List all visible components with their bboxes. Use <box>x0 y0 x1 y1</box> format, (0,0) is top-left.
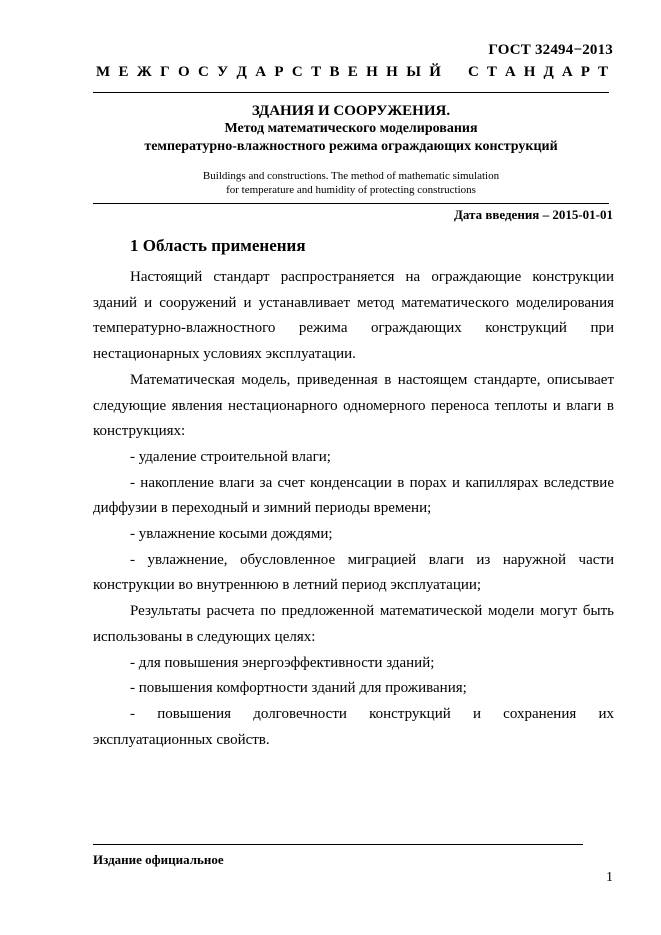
list-item: - накопление влаги за счет конденсации в порах и капиллярах вследствие диффузии в переходный и зимний периоды времени; <box>93 474 614 517</box>
standard-type-word-standard <box>468 64 608 81</box>
standard-type-heading <box>96 64 608 81</box>
letter: Н <box>523 64 536 80</box>
letter: Р <box>580 64 590 80</box>
letter: У <box>217 64 229 80</box>
page-number: 1 <box>606 870 613 885</box>
letter: А <box>255 64 267 80</box>
footer-divider <box>93 844 583 845</box>
letter: Н <box>366 64 378 80</box>
document-title-block <box>93 102 609 197</box>
edition-label: Издание официальное <box>93 852 224 867</box>
title-main: ЗДАНИЯ И СООРУЖЕНИЯ. <box>251 103 451 119</box>
title-english <box>93 169 609 197</box>
section-heading: 1 Область применения <box>130 236 306 255</box>
title-subtitle-line-1: Метод математического моделирования <box>224 121 478 136</box>
letter: Д <box>236 64 247 80</box>
list-item: - повышения долговечности конструкций и сохранения их эксплуатационных свойств. <box>93 705 614 748</box>
title-english-line-2: for temperature and humidity of protecting constructions <box>226 184 476 196</box>
letter: Т <box>486 64 497 80</box>
header-divider <box>93 92 609 93</box>
letter: Й <box>429 64 441 80</box>
letter: Ж <box>136 64 152 80</box>
letter: Т <box>311 64 322 80</box>
letter: Е <box>347 64 358 80</box>
list-item: - удаление строительной влаги; <box>130 448 331 465</box>
introduction-date: Дата введения – 2015-01-01 <box>453 207 613 222</box>
letter: М <box>96 64 111 80</box>
paragraph: Результаты расчета по предложенной математической модели могут быть использованы в следующих целях: <box>93 603 614 645</box>
letter: Р <box>274 64 284 80</box>
title-english-line-1: Buildings and constructions. The method of mathematic simulation <box>202 170 500 182</box>
title-divider <box>93 203 609 204</box>
list-item: - увлажнение, обусловленное миграцией влаги из наружной части конструкции во внутреннюю в летний период эксплуатации; <box>93 551 614 594</box>
letter: Е <box>118 64 129 80</box>
letter: Д <box>543 64 554 80</box>
paragraph: Математическая модель, приведенная в настоящем стандарте, описывает следующие явления нестационарного одномерного переноса теплоты и влаги в конструкциях: <box>93 371 614 440</box>
letter: С <box>291 64 303 80</box>
letter: О <box>177 64 190 80</box>
letter: В <box>329 64 340 80</box>
letter: Ы <box>406 64 421 80</box>
standard-type-word-interstate <box>96 64 441 81</box>
letter: Т <box>597 64 608 80</box>
letter: А <box>504 64 516 80</box>
list-item: - повышения комфортности зданий для проживания; <box>130 680 467 697</box>
gost-number: ГОСТ 32494−2013 <box>488 42 613 58</box>
list-item: - для повышения энергоэффективности зданий; <box>130 654 435 671</box>
paragraph: Настоящий стандарт распространяется на ограждающие конструкции зданий и сооружений и устанавливает метод математического моделирования температурно-влажностного режима ограждающих конструкций при нестационарных условиях эксплуатации. <box>93 269 614 363</box>
letter: Г <box>160 64 170 80</box>
letter: А <box>561 64 573 80</box>
list-item: - увлажнение косыми дождями; <box>130 526 333 543</box>
letter: С <box>197 64 209 80</box>
letter: С <box>468 64 479 80</box>
title-subtitle-line-2: температурно-влажностного режима ограждающих конструкций <box>144 139 558 154</box>
section-body <box>93 265 614 753</box>
letter: Н <box>386 64 398 80</box>
